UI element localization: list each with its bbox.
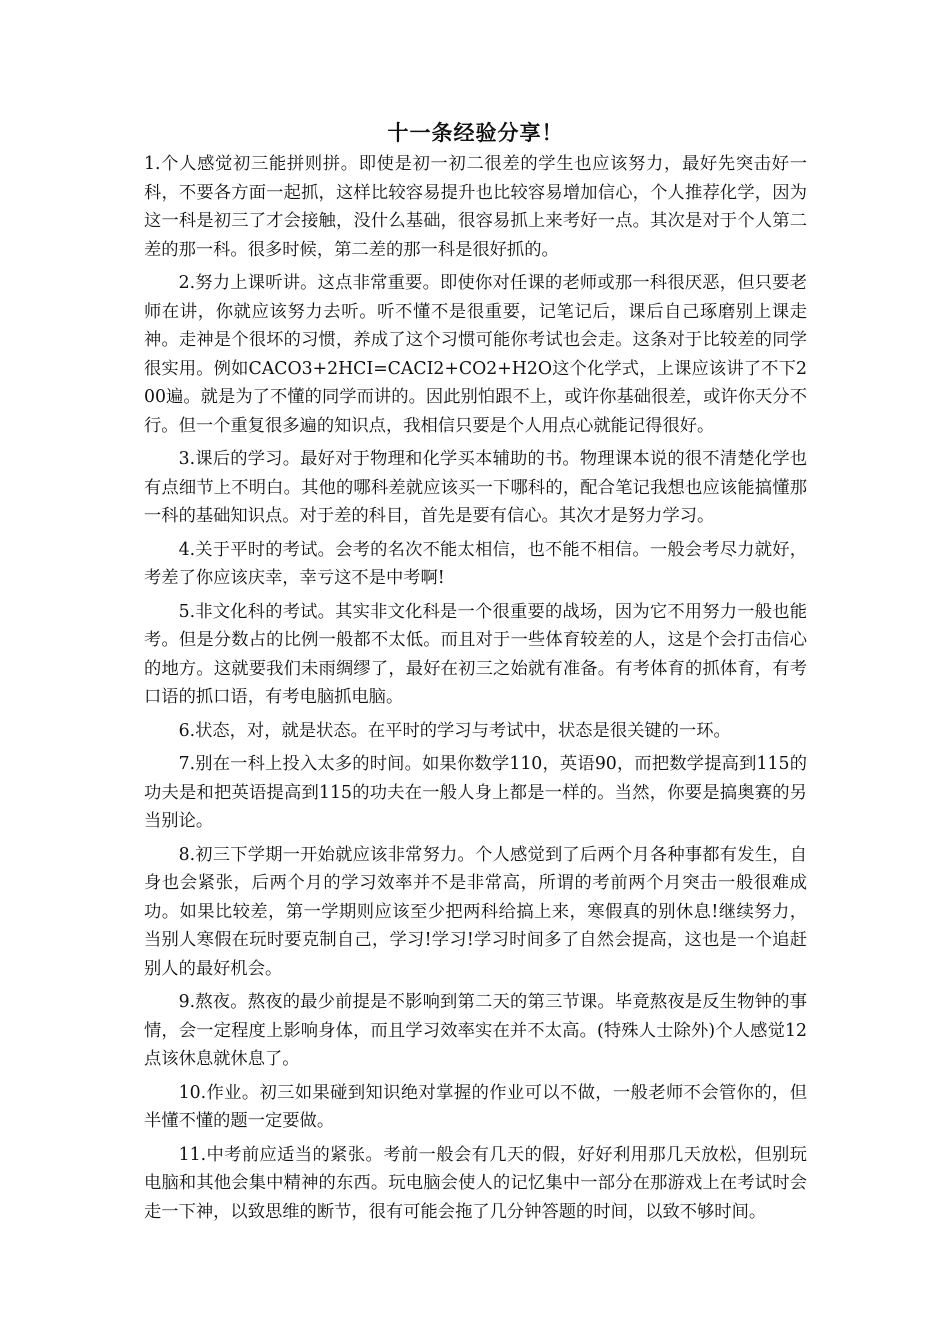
paragraph-5: 5.非文化科的考试。其实非文化科是一个很重要的战场，因为它不用努力一般也能考。但是分数占的比例一般都不太低。而且对于一些体育较差的人，这是个会打击信心的地方。这就要我们未雨绸缪了，最好在初三之始就有准备。有考体育的抓体育，有考口语的抓口语，有考电脑抓电脑。 bbox=[144, 601, 807, 707]
paragraph-8: 8.初三下学期一开始就应该非常努力。个人感觉到了后两个月各种事都有发生，自身也会紧张，后两个月的学习效率并不是非常高，所谓的考前两个月突击一般很难成功。如果比较差，第一学期则应该至少把两科给搞上来，寒假真的别休息!继续努力，当别人寒假在玩时要克制自己，学习!学习!学习时间多了自然会提高，这也是一个追赶别人的最好机会。 bbox=[144, 844, 807, 979]
paragraph-10: 10.作业。初三如果碰到知识绝对掌握的作业可以不做，一般老师不会管你的，但半懂不懂的题一定要做。 bbox=[144, 1082, 807, 1131]
paragraph-2: 2.努力上课听讲。这点非常重要。即使你对任课的老师或那一科很厌恶，但只要老师在讲，你就应该努力去听。听不懂不是很重要，记笔记后，课后自己琢磨别上课走神。走神是个很坏的习惯，养成了这个习惯可能你考试也会走。这条对于比较差的同学很实用。例如CACO3+2HCI=CACI2+CO2+H2O这个化学式，上课应该讲了不下200遍。就是为了不懂的同学而讲的。因此别怕跟不上，或许你基础很差，或许你天分不行。但一个重复很多遍的知识点，我相信只要是个人用点心就能记得很好。 bbox=[144, 273, 807, 436]
paragraph-4: 4.关于平时的考试。会考的名次不能太相信，也不能不相信。一般会考尽力就好，考差了你应该庆幸，幸亏这不是中考啊! bbox=[144, 539, 807, 588]
paragraph-9: 9.熬夜。熬夜的最少前提是不影响到第二天的第三节课。毕竟熬夜是反生物钟的事情，会一定程度上影响身体，而且学习效率实在并不太高。(特殊人士除外)个人感觉12点该休息就休息了。 bbox=[144, 992, 807, 1069]
paragraph-11: 11.中考前应适当的紧张。考前一般会有几天的假，好好利用那几天放松，但别玩电脑和其他会集中精神的东西。玩电脑会使人的记忆集中一部分在那游戏上在考试时会走一下神，以致思维的断节，很有可能会拖了几分钟答题的时间，以致不够时间。 bbox=[144, 1144, 807, 1222]
document-title: 十一条经验分享！ bbox=[387, 121, 564, 145]
paragraph-1: 1.个人感觉初三能拼则拼。即使是初一初二很差的学生也应该努力，最好先突击好一科，不要各方面一起抓，这样比较容易提升也比较容易增加信心，个人推荐化学，因为这一科是初三了才会接触，没什么基础，很容易抓上来考好一点。其次是对于个人第二差的那一科。很多时候，第二差的那一科是很好抓的。 bbox=[144, 154, 807, 260]
paragraph-7: 7.别在一科上投入太多的时间。如果你数学110，英语90，而把数学提高到115的功夫是和把英语提高到115的功夫在一般人身上都是一样的。当然，你要是搞奥赛的另当别论。 bbox=[144, 754, 807, 831]
paragraph-3: 3.课后的学习。最好对于物理和化学买本辅助的书。物理课本说的很不清楚化学也有点细节上不明白。其他的哪科差就应该买一下哪科的，配合笔记我想也应该能搞懂那一科的基础知识点。对于差的科目，首先是要有信心。其次才是努力学习。 bbox=[144, 449, 807, 526]
document-page bbox=[144, 118, 807, 1231]
paragraph-6: 6.状态，对，就是状态。在平时的学习与考试中，状态是很关键的一环。 bbox=[178, 720, 731, 741]
